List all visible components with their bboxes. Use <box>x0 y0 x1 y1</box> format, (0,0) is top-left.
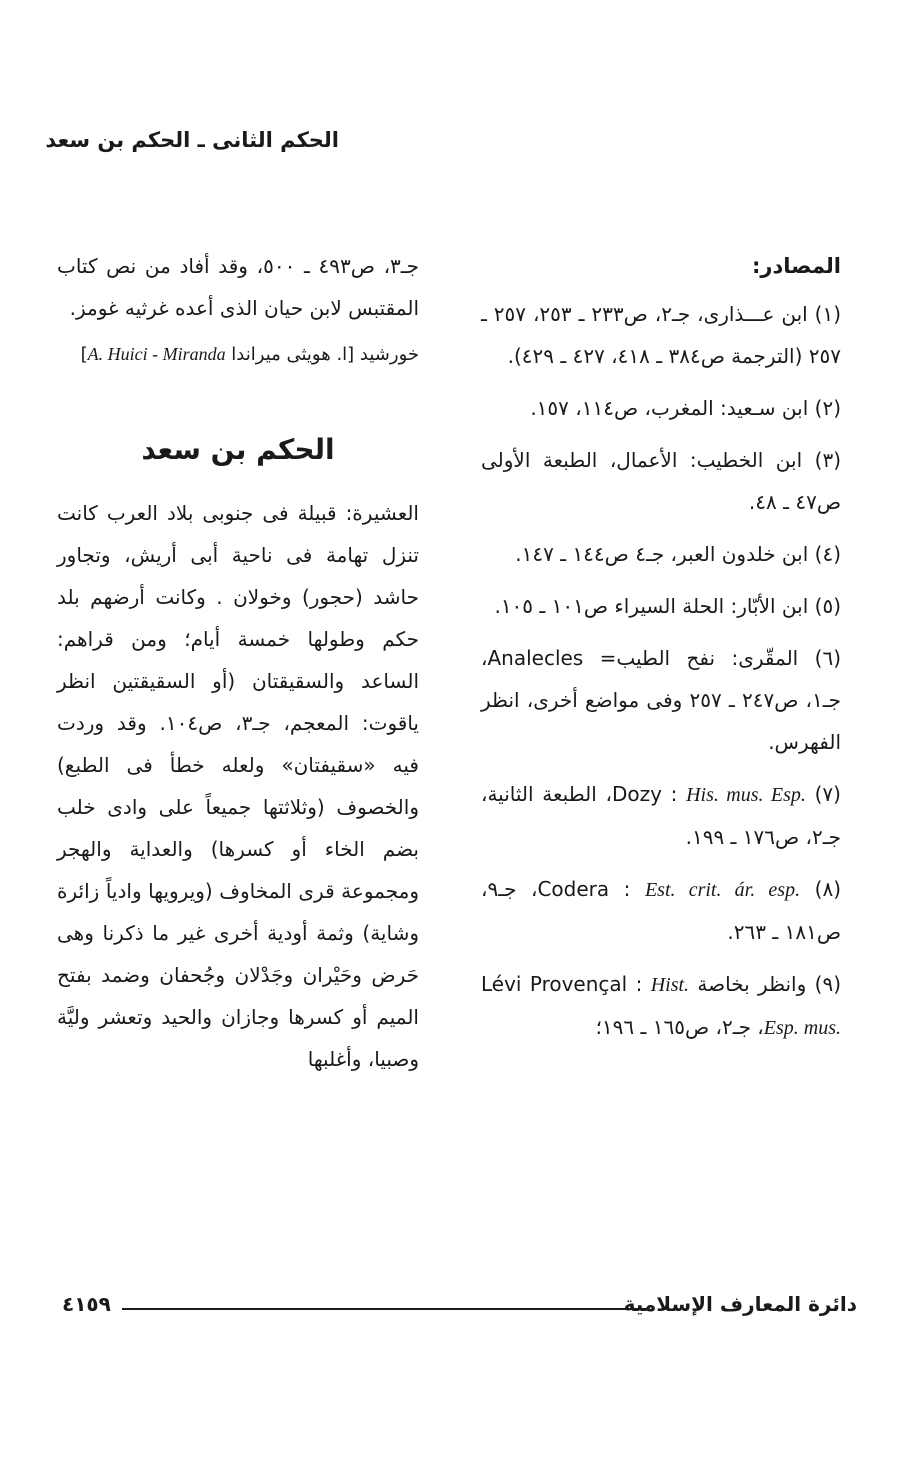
source-item-8-prefix: (٨) Codera : <box>537 877 842 901</box>
author-suffix: ] <box>80 344 88 365</box>
author-prefix: خورشيد [ا. هويثى ميراندا <box>225 344 419 365</box>
source-item-1: (١) ابن عـــذارى، جـ٢، ص٢٣٣ ـ ٢٥٣، ٢٥٧ ـ ٢٥٧ (الترجمة ص٣٨٤ ـ ٤١٨، ٤٢٧ ـ ٤٢٩). <box>481 302 842 368</box>
sources-column <box>481 245 841 1059</box>
source-item-6: (٦) المقّرى: نفح الطيب= Analecles، جـ١، ص٢٤٧ ـ ٢٥٧ وفى مواضع أخرى، انظر الفهرس. <box>481 646 841 754</box>
author-signature <box>57 339 419 370</box>
source-item-2: (٢) ابن سـعيد: المغرب، ص١١٤، ١٥٧. <box>530 396 841 420</box>
source-item-7-prefix: (٧) Dozy : <box>611 782 841 806</box>
page-number: ٤١٥٩ <box>62 1292 111 1316</box>
source-item-4: (٤) ابن خلدون العبر، جـ٤ ص١٤٤ ـ ١٤٧. <box>515 542 841 566</box>
page-footer <box>62 1290 857 1330</box>
source-item-7-latin-title: His. mus. Esp. <box>686 784 806 806</box>
article-title: الحكم بن سعد <box>141 433 335 466</box>
previous-article-continuation: جـ٣، ص٤٩٣ ـ ٥٠٠، وقد أفاد من نص كتاب المقتبس لابن حيان الذى أعده غرثيه غومز. <box>57 254 420 320</box>
source-item-9-suffix: ، جـ٢، ص١٦٥ ـ ١٩٦؛ <box>595 1015 764 1039</box>
source-item-7 <box>481 773 841 858</box>
author-latin-name: A. Huici - Miranda <box>87 344 226 364</box>
source-item-7-suffix: ، الطبعة الثانية، جـ٢، ص١٧٦ ـ ١٩٩. <box>481 782 841 849</box>
source-item-3: (٣) ابن الخطيب: الأعمال، الطبعة الأولى ص٤٧ ـ ٤٨. <box>481 448 841 514</box>
source-item-9 <box>481 963 841 1049</box>
source-item-8-latin-title: Est. crit. ár. esp. <box>644 879 801 901</box>
source-item-5: (٥) ابن الأبّار: الحلة السيراء ص١٠١ ـ ١٠٥. <box>494 594 841 618</box>
article-body: العشيرة: قبيلة فى جنوبى بلاد العرب كانت تنزل تهامة فى ناحية أبى أريش، وتجاور حاشد (حجور) وخولان . وكانت أرضهم بلد حكم وطولها خمسة أيام؛ ومن قراهم: الساعد والسقيقتان (أو السقيقتين انظر ياقوت: المعجم، جـ٣، ص١٠٤. وقد وردت فيه «سقيفتان» ولعله خطأ فى الطبع) والخصوف (وثلاثتها جميعاً على وادى خلب بضم الخاء أو كسرها) والعداية والهجر ومجموعة قرى المخاوف (ويرويها وادياً زائرة وشاية) وثمة أودية أخرى غير ما ذكرنا وهى حَرض وحَيْران وجَدْلان وجُحفان وضمد بفتح الميم أو كسرها وجازان والحيد وتعشر وليَّة وصبيا، وأغلبها <box>57 501 419 1071</box>
source-item-9-prefix: (٩) وانظر بخاصة Lévi Provençal : <box>481 972 841 996</box>
sources-title: المصادر: <box>751 254 841 278</box>
source-item-8-suffix: ، جـ٩، ص١٨١ ـ ٢٦٣. <box>481 877 841 944</box>
footer-rule <box>122 1308 647 1310</box>
source-item-8 <box>481 868 841 953</box>
source-item-9-latin-title: Hist. Esp. mus. <box>650 974 841 1039</box>
footer-encyclopedia-title: دائرة المعارف الإسلامية <box>623 1292 857 1316</box>
article-column <box>57 245 419 1080</box>
running-header: الحكم الثانى ـ الحكم بن سعد <box>45 128 339 152</box>
